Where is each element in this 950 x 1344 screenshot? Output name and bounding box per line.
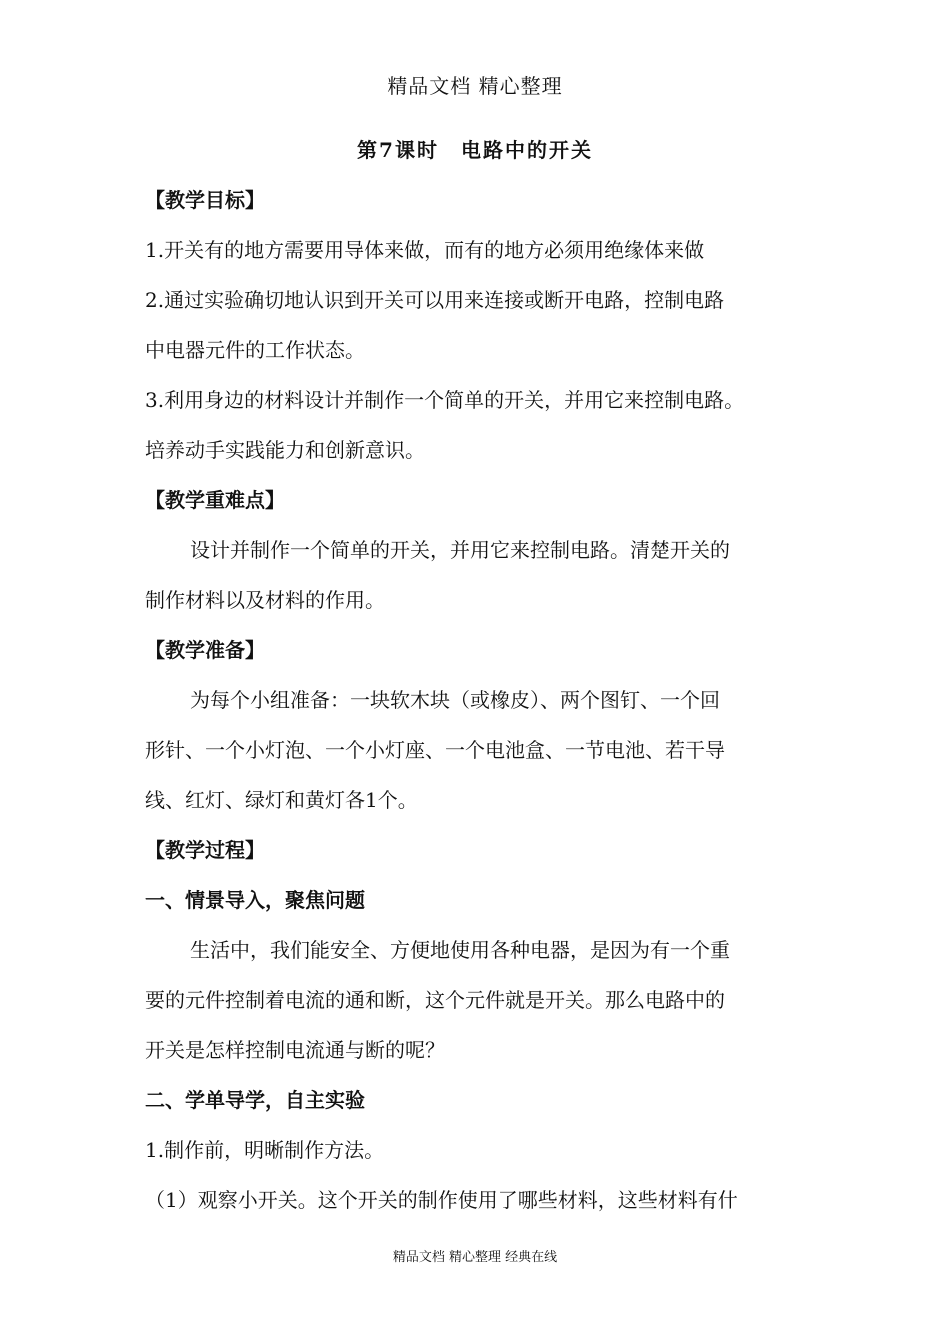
section-heading-objectives: 【教学目标】 [145,188,265,212]
body-line: （1）观察小开关。这个开关的制作使用了哪些材料，这些材料有什 [145,1188,738,1212]
body-line: 开关是怎样控制电流通与断的呢？ [145,1038,445,1062]
body-line: 生活中，我们能安全、方便地使用各种电器，是因为有一个重 [190,938,730,962]
lesson-title: 第7课时 电路中的开关 [357,138,593,162]
page-header: 精品文档 精心整理 [387,74,563,98]
body-line: 1.开关有的地方需要用导体来做，而有的地方必须用绝缘体来做 [145,238,705,262]
body-line: 为每个小组准备：一块软木块（或橡皮）、两个图钉、一个回 [190,688,720,712]
section-heading-process: 【教学过程】 [145,838,265,862]
body-line: 1.制作前，明晰制作方法。 [145,1138,385,1162]
body-line: 制作材料以及材料的作用。 [145,588,385,612]
body-line: 设计并制作一个简单的开关，并用它来控制电路。清楚开关的 [190,538,730,562]
body-line: 2.通过实验确切地认识到开关可以用来连接或断开电路，控制电路 [145,288,725,312]
body-line: 中电器元件的工作状态。 [145,338,365,362]
body-line: 形针、一个小灯泡、一个小灯座、一个电池盒、一节电池、若干导 [145,738,725,762]
body-line: 3.利用身边的材料设计并制作一个简单的开关，并用它来控制电路。 [145,388,745,412]
subsection-heading: 一、情景导入，聚焦问题 [145,888,365,912]
body-line: 要的元件控制着电流的通和断，这个元件就是开关。那么电路中的 [145,988,725,1012]
body-line: 培养动手实践能力和创新意识。 [145,438,425,462]
subsection-heading: 二、学单导学，自主实验 [145,1088,365,1112]
section-heading-key-points: 【教学重难点】 [145,488,285,512]
section-heading-preparation: 【教学准备】 [145,638,265,662]
page-footer: 精品文档 精心整理 经典在线 [392,1250,558,1265]
body-line: 线、红灯、绿灯和黄灯各1个。 [145,788,418,812]
